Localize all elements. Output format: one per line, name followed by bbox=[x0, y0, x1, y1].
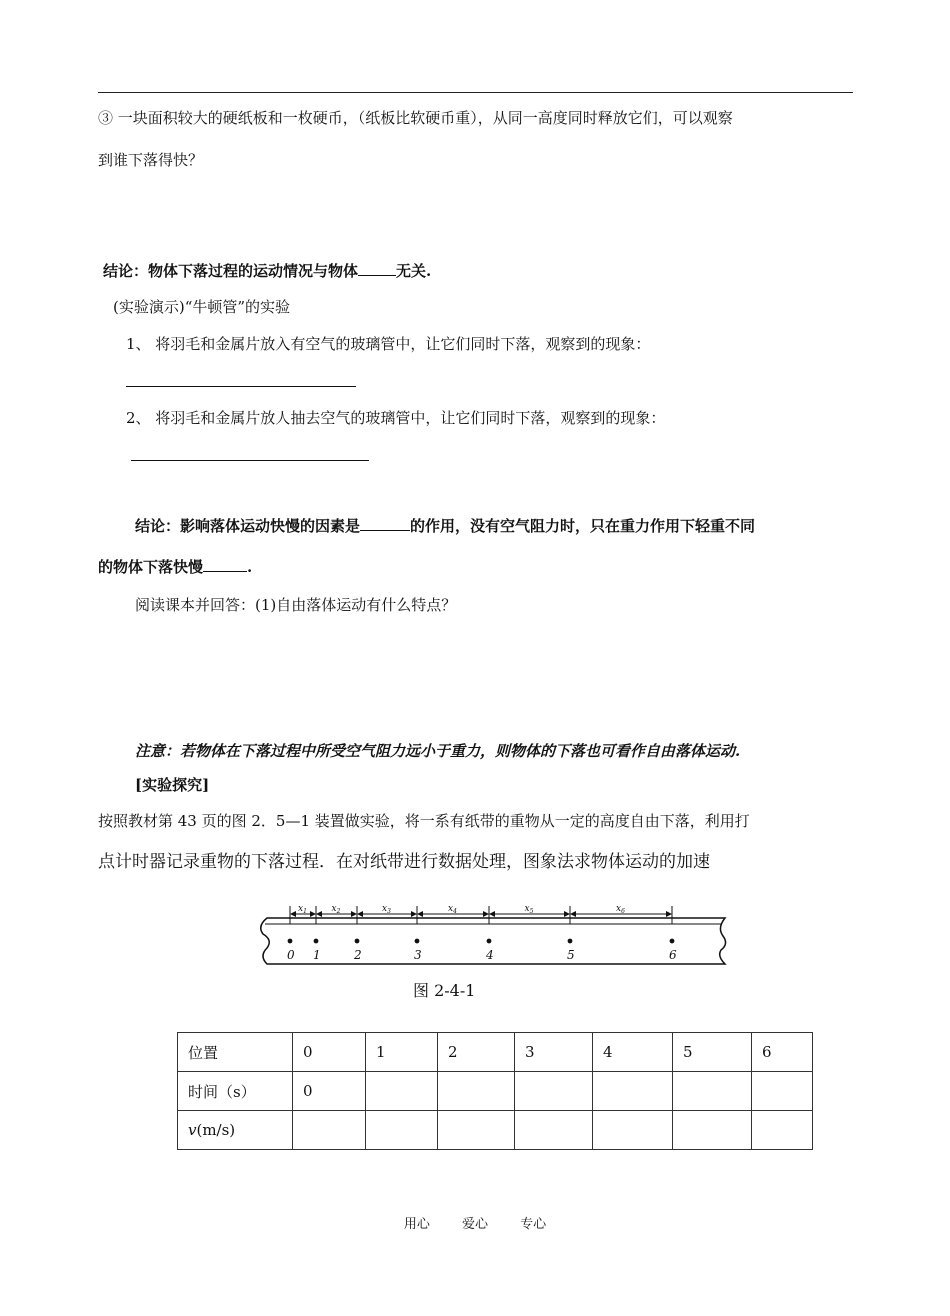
experiment-line-2: 点计时器记录重物的下落过程．在对纸带进行数据处理，图象法求物体运动的加速 bbox=[98, 852, 710, 872]
table-cell: 2 bbox=[438, 1033, 515, 1072]
table-row bbox=[178, 1033, 813, 1072]
dot-2 bbox=[355, 939, 360, 944]
dot-6 bbox=[670, 939, 675, 944]
table-cell: 6 bbox=[752, 1033, 813, 1072]
conclusion-2-line2-text: 的物体下落快慢 bbox=[98, 558, 204, 576]
answer-line-2 bbox=[131, 460, 369, 461]
point-label-0: 0 bbox=[287, 948, 295, 962]
table-cell: 时间（s） bbox=[178, 1072, 293, 1111]
point-label-5: 5 bbox=[567, 948, 575, 962]
data-table bbox=[177, 1032, 813, 1150]
table-cell bbox=[366, 1072, 438, 1111]
footer-item: 用心 bbox=[403, 1217, 430, 1232]
step-1: 1、 将羽毛和金属片放入有空气的玻璃管中，让它们同时下落，观察到的现象： bbox=[126, 335, 651, 353]
conclusion-2-line-2 bbox=[98, 557, 252, 577]
conclusion-1-text: 结论：物体下落过程的运动情况与物体 bbox=[103, 262, 359, 280]
table-cell: 5 bbox=[673, 1033, 752, 1072]
interval-label-3: $x_3$ bbox=[382, 904, 391, 915]
conclusion-1-end: 无关. bbox=[396, 262, 432, 280]
table-cell bbox=[438, 1111, 515, 1150]
dot-5 bbox=[568, 939, 573, 944]
blank-1 bbox=[358, 261, 396, 276]
note: 注意：若物体在下落过程中所受空气阻力远小于重力，则物体的下落也可看作自由落体运动. bbox=[135, 742, 741, 760]
table-cell bbox=[673, 1072, 752, 1111]
table-cell bbox=[673, 1111, 752, 1150]
table-cell bbox=[293, 1111, 366, 1150]
conclusion-2-line-1 bbox=[135, 516, 755, 536]
table-cell: 0 bbox=[293, 1033, 366, 1072]
dot-3 bbox=[415, 939, 420, 944]
table-cell bbox=[593, 1111, 673, 1150]
table-cell bbox=[438, 1072, 515, 1111]
dot-0 bbox=[288, 939, 293, 944]
table-cell: 位置 bbox=[178, 1033, 293, 1072]
table-cell bbox=[366, 1111, 438, 1150]
interval-label-2: $x_2$ bbox=[331, 904, 341, 915]
interval-label-1: $x_1$ bbox=[298, 904, 307, 915]
answer-line-1 bbox=[126, 386, 356, 387]
table-cell: 1 bbox=[366, 1033, 438, 1072]
table-cell: 3 bbox=[515, 1033, 593, 1072]
blank-3 bbox=[203, 557, 247, 572]
table-cell bbox=[752, 1072, 813, 1111]
table-cell: 0 bbox=[293, 1072, 366, 1111]
table-cell: 4 bbox=[593, 1033, 673, 1072]
interval-label-4: $x_4$ bbox=[448, 904, 457, 915]
step-2: 2、 将羽毛和金属片放人抽去空气的玻璃管中，让它们同时下落，观察到的现象： bbox=[126, 409, 666, 427]
question-3-line-2: 到谁下落得快？ bbox=[98, 151, 204, 169]
point-label-2: 2 bbox=[354, 948, 362, 962]
conclusion-1 bbox=[103, 261, 431, 281]
footer bbox=[0, 1213, 950, 1232]
reading-question: 阅读课本并回答：(1)自由落体运动有什么特点？ bbox=[135, 596, 457, 614]
point-label-1: 1 bbox=[313, 948, 321, 962]
experiment-line-1: 按照教材第 43 页的图 2．5—1 装置做实验，将一系有纸带的重物从一定的高度自由下落，利用打 bbox=[98, 812, 750, 830]
table-cell bbox=[515, 1111, 593, 1150]
conclusion-2-text: 结论：影响落体运动快慢的因素是 bbox=[135, 517, 361, 535]
conclusion-2-end: . bbox=[247, 558, 253, 576]
footer-item: 专心 bbox=[520, 1217, 547, 1232]
interval-label-6: $x_6$ bbox=[616, 904, 625, 915]
point-label-3: 3 bbox=[414, 948, 422, 962]
table-cell bbox=[593, 1072, 673, 1111]
conclusion-2-mid: 的作用，没有空气阻力时，只在重力作用下轻重不同 bbox=[410, 517, 756, 535]
table-row bbox=[178, 1072, 813, 1111]
demo-title: (实验演示)“牛顿管”的实验 bbox=[113, 298, 291, 316]
dot-4 bbox=[487, 939, 492, 944]
header-rule bbox=[98, 92, 853, 93]
interval-label-5: $x_5$ bbox=[524, 904, 534, 915]
figure-caption: 图 2-4-1 bbox=[413, 981, 476, 1000]
paper-tape-figure bbox=[255, 898, 730, 968]
table-cell bbox=[515, 1072, 593, 1111]
footer-item: 爱心 bbox=[461, 1217, 488, 1232]
point-label-6: 6 bbox=[669, 948, 677, 962]
dot-1 bbox=[314, 939, 319, 944]
table-cell bbox=[752, 1111, 813, 1150]
blank-2 bbox=[360, 516, 410, 531]
table-row bbox=[178, 1111, 813, 1150]
question-3-line-1: ③ 一块面积较大的硬纸板和一枚硬币，（纸板比软硬币重），从同一高度同时释放它们，可以观察 bbox=[98, 109, 733, 127]
point-label-4: 4 bbox=[486, 948, 494, 962]
table-cell: v(m/s) bbox=[178, 1111, 293, 1150]
section-title: [实验探究] bbox=[135, 776, 210, 794]
